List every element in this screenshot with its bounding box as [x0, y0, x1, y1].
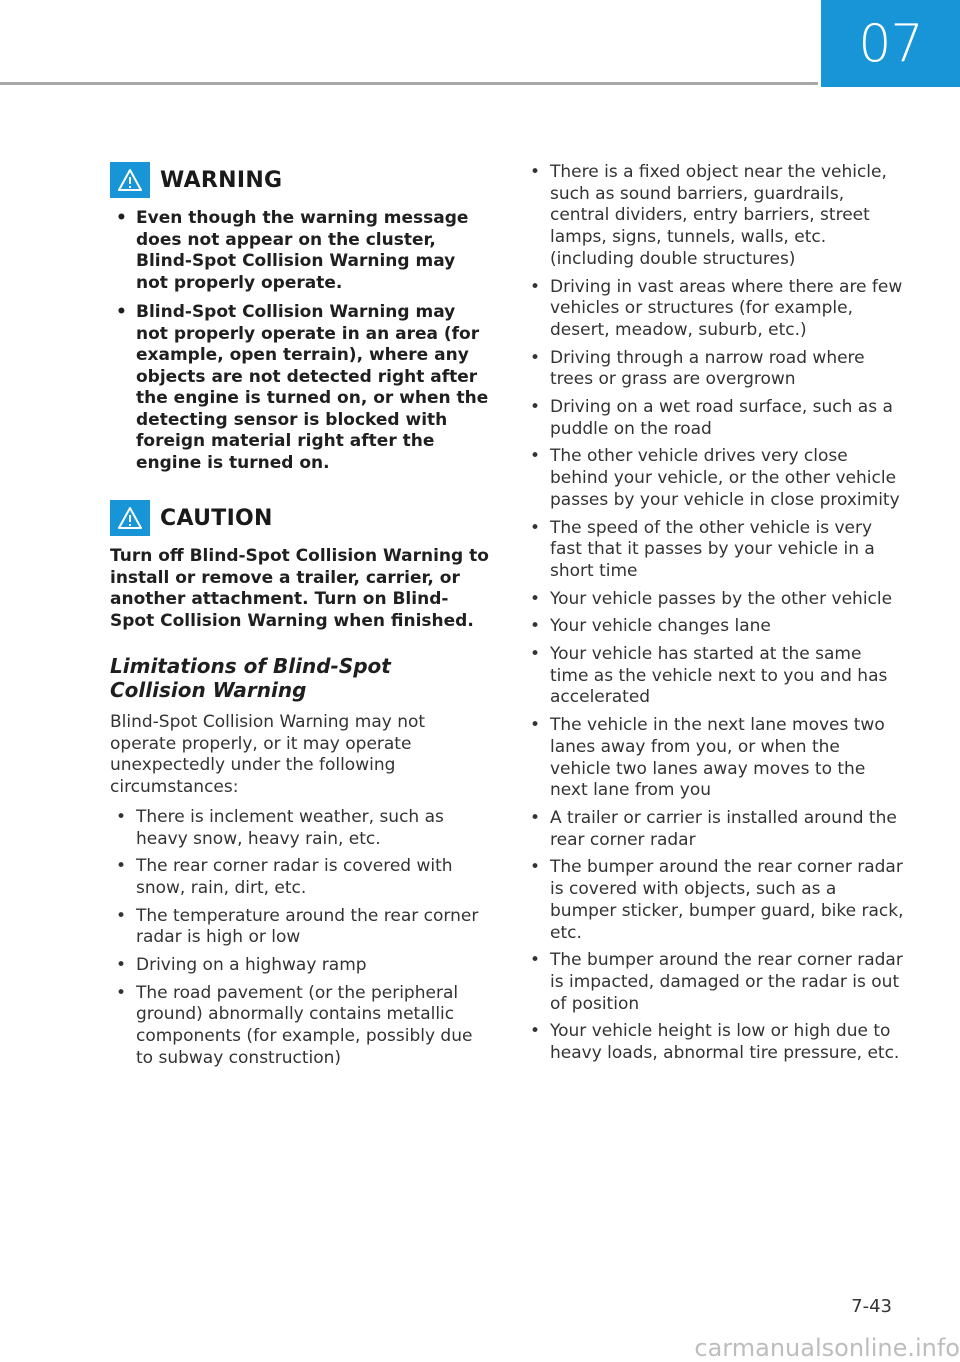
- section-heading: Limitations of Blind-Spot Collision Warning: [110, 654, 391, 702]
- list-item: • Driving in vast areas where there are few vehicles or structures (for example, desert, meadow, suburb, etc.): [530, 276, 903, 340]
- list-item: • Your vehicle passes by the other vehicle: [530, 588, 893, 609]
- page-number: 7-43: [851, 1296, 892, 1317]
- list-item: • Driving on a highway ramp: [116, 955, 367, 976]
- list-item: • Your vehicle changes lane: [530, 616, 771, 637]
- list-item: • The rear corner radar is covered with snow, rain, dirt, etc.: [116, 856, 453, 898]
- warning-triangle-icon: [110, 162, 150, 198]
- header-rule: [0, 82, 818, 85]
- limitations-list-right: [524, 162, 904, 1065]
- chapter-tab: [821, 0, 960, 87]
- caution-body: Turn off Blind-Spot Collision Warning to install or remove a trailer, carrier, or another attachment. Turn on Blind-Spot Collision Warning when finished.: [110, 546, 489, 631]
- list-item: • The speed of the other vehicle is very fast that it passes by your vehicle in a short time: [530, 517, 875, 581]
- list-item: • Even though the warning message does not appear on the cluster, Blind-Spot Collision Warning may not properly operate.: [116, 208, 469, 293]
- list-item: • The bumper around the rear corner radar is impacted, damaged or the radar is out of position: [530, 950, 903, 1014]
- list-item: • The other vehicle drives very close behind your vehicle, or the other vehicle passes by your vehicle in close proximity: [530, 446, 900, 510]
- list-item: • Blind-Spot Collision Warning may not properly operate in an area (for example, open terrain), where any objects are not detected right after the engine is turned on, or when the detecting sensor is blocked with foreign material right after the engine is turned on.: [116, 302, 489, 473]
- list-item: • Your vehicle has started at the same time as the vehicle next to you and has accelerated: [530, 644, 888, 708]
- warning-title: WARNING: [160, 167, 283, 193]
- left-column: [110, 162, 490, 1076]
- list-item: • The road pavement (or the peripheral ground) abnormally contains metallic components (for example, possibly due to subway construction): [116, 982, 473, 1068]
- caution-title: CAUTION: [160, 505, 273, 531]
- warning-triangle-icon: [110, 500, 150, 536]
- warning-list: [110, 208, 490, 474]
- list-item: • There is a fixed object near the vehicle, such as sound barriers, guardrails, central dividers, entry barriers, street lamps, signs, tunnels, walls, etc. (including double structures): [530, 162, 887, 269]
- list-item: • A trailer or carrier is installed around the rear corner radar: [530, 807, 897, 850]
- watermark: carmanualsonline.info: [694, 1334, 960, 1362]
- list-item: • There is inclement weather, such as heavy snow, heavy rain, etc.: [116, 806, 444, 849]
- right-column: [524, 162, 904, 1071]
- list-item: • The temperature around the rear corner radar is high or low: [116, 905, 479, 948]
- limitations-list-left: [110, 807, 490, 1070]
- chapter-number: 07: [858, 13, 923, 74]
- list-item: • The vehicle in the next lane moves two lanes away from you, or when the vehicle two lanes away moves to the next lane from you: [530, 715, 885, 801]
- list-item: • Driving through a narrow road where trees or grass are overgrown: [530, 347, 865, 390]
- list-item: • Driving on a wet road surface, such as a puddle on the road: [530, 397, 893, 439]
- caution-heading: [110, 500, 490, 536]
- list-item: • Your vehicle height is low or high due to heavy loads, abnormal tire pressure, etc.: [530, 1021, 900, 1064]
- list-item: • The bumper around the rear corner radar is covered with objects, such as a bumper sticker, bumper guard, bike rack, etc.: [530, 857, 904, 943]
- warning-heading: [110, 162, 490, 198]
- intro-paragraph: Blind-Spot Collision Warning may not operate properly, or it may operate unexpectedly under the following circumstances:: [110, 712, 426, 798]
